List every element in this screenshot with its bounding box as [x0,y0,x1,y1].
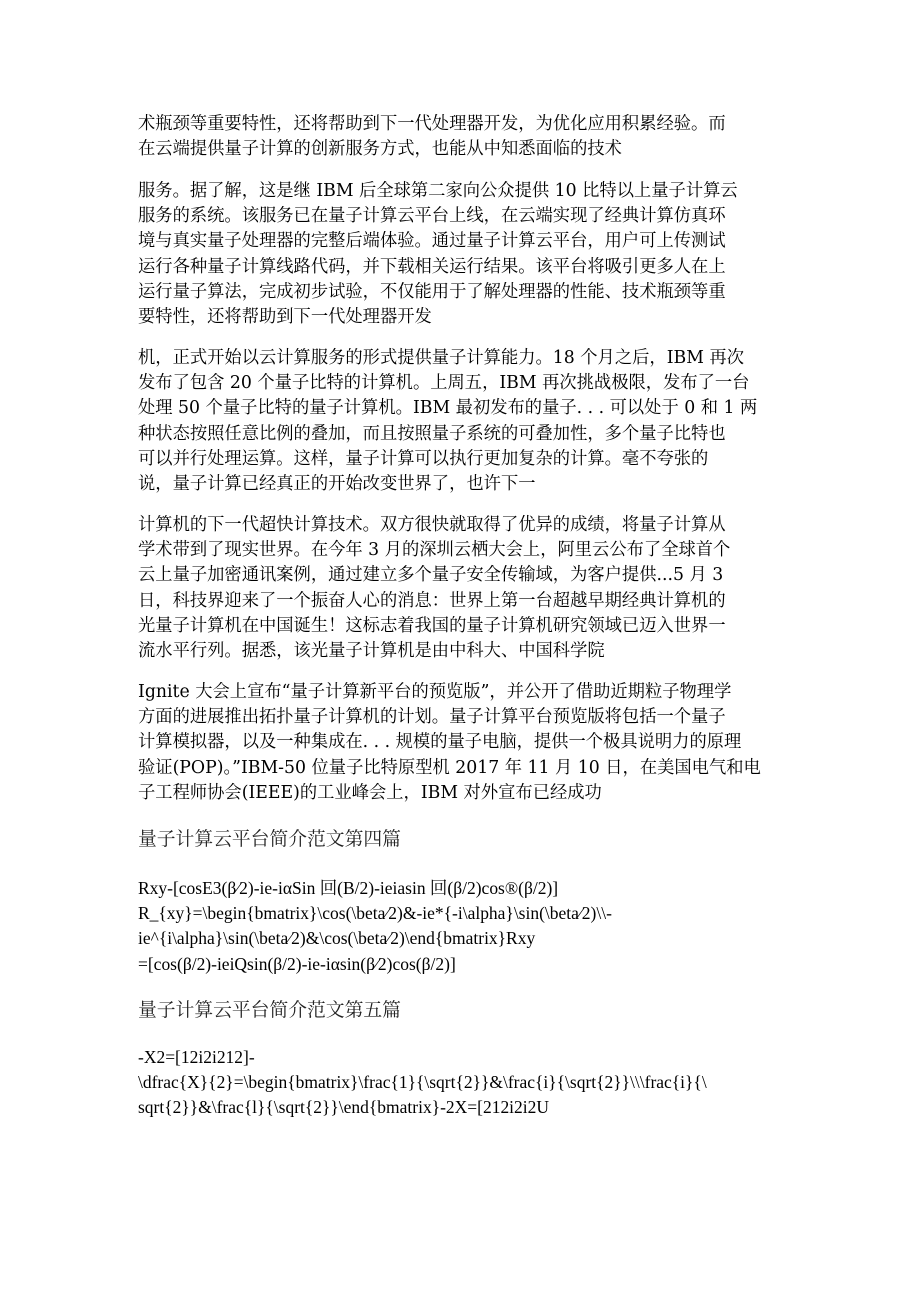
section-heading-5: 量子计算云平台简介范文第五篇 [138,1000,401,1021]
formula-line: \dfrac{X}{2}=\begin{bmatrix}\frac{1}{\sqrt{2}}&\frac{i}{\sqrt{2}}\\\frac{i}{\ [138,1072,707,1093]
paragraph-line: 运行量子算法，完成初步试验，不仅能用于了解处理器的性能、技术瓶颈等重 [138,281,726,302]
paragraph-line: 子工程师协会(IEEE)的工业峰会上，IBM 对外宣布已经成功 [138,782,602,803]
paragraph-line: 处理 50 个量子比特的量子计算机。IBM 最初发布的量子. . . 可以处于 0 和 1 两 [138,398,758,419]
formula-block-5 [138,1045,788,1121]
paragraph-line: 计算模拟器，以及一种集成在. . . 规模的量子电脑，提供一个极具说明力的原理 [138,732,742,753]
paragraph-line: 验证(POP)。”IBM-50 位量子比特原型机 2017 年 11 月 10 日，在美国电气和电 [138,757,761,778]
paragraph-4 [138,513,788,664]
formula-line: R_{xy}=\begin{bmatrix}\cos(\beta∕2)&-ie*{-i\alpha}\sin(\beta∕2)\\- [138,903,612,924]
paragraph-line: 要特性，还将帮助到下一代处理器开发 [138,306,432,327]
paragraph-line: 在云端提供量子计算的创新服务方式，也能从中知悉面临的技术 [138,139,622,160]
paragraph-line: 流水平行列。据悉，该光量子计算机是由中科大、中国科学院 [138,640,605,661]
paragraph-line: 术瓶颈等重要特性，还将帮助到下一代处理器开发，为优化应用积累经验。而 [138,114,726,134]
paragraph-5 [138,680,788,806]
paragraph-line: 云上量子加密通讯案例，通过建立多个量子安全传输域，为客户提供...5 月 3 [138,565,724,586]
paragraph-line: 日，科技界迎来了一个振奋人心的消息：世界上第一台超越早期经典计算机的 [138,590,726,611]
paragraph-line: 发布了包含 20 个量子比特的计算机。上周五，IBM 再次挑战极限，发布了一台 [138,373,750,394]
formula-line: Rxy-[cosE3(β∕2)-ie-iαSin 回(B/2)-ieiasin 回(β/2)cos®(β/2)] [138,878,559,898]
formula-line: ie^{i\alpha}\sin(\beta∕2)&\cos(\beta∕2)\end{bmatrix}Rxy [138,928,536,949]
paragraph-line: 运行各种量子计算线路代码，并下载相关运行结果。该平台将吸引更多人在上 [138,256,726,277]
formula-block-4 [138,876,788,977]
paragraph-line: 计算机的下一代超快计算技术。双方很快就取得了优异的成绩，将量子计算从 [138,515,726,535]
paragraph-line: 种状态按照任意比例的叠加，而且按照量子系统的可叠加性，多个量子比特也 [138,423,726,444]
paragraph-line: 可以并行处理运算。这样，量子计算可以执行更加复杂的计算。毫不夸张的 [138,448,709,469]
paragraph-3 [138,346,788,497]
paragraph-line: 境与真实量子处理器的完整后端体验。通过量子计算云平台，用户可上传测试 [138,231,726,252]
paragraph-1 [138,112,788,162]
paragraph-line: 说，量子计算已经真正的开始改变世界了，也许下一 [138,473,536,494]
formula-line: =[cos(β/2)-ieiQsin(β/2)-ie-iαsin(β∕2)cos(β/2)] [138,953,456,974]
paragraph-line: 服务。据了解，这是继 IBM 后全球第二家向公众提供 10 比特以上量子计算云 [138,181,738,201]
paragraph-line: 方面的进展推出拓扑量子计算机的计划。量子计算平台预览版将包括一个量子 [138,707,726,728]
section-heading-4: 量子计算云平台简介范文第四篇 [138,829,401,850]
paragraph-2 [138,179,788,330]
paragraph-line: 学术带到了现实世界。在今年 3 月的深圳云栖大会上，阿里云公布了全球首个 [138,540,731,561]
paragraph-line: 机，正式开始以云计算服务的形式提供量子计算能力。18 个月之后，IBM 再次 [138,348,744,368]
formula-line: -X2=[12i2i212]- [138,1047,255,1067]
paragraph-line: Ignite 大会上宣布“量子计算新平台的预览版”，并公开了借助近期粒子物理学 [138,682,732,702]
formula-line: sqrt{2}}&\frac{l}{\sqrt{2}}\end{bmatrix}-2X=[212i2i2U [138,1097,550,1118]
paragraph-line: 服务的系统。该服务已在量子计算云平台上线，在云端实现了经典计算仿真环 [138,206,726,227]
paragraph-line: 光量子计算机在中国诞生！这标志着我国的量子计算机研究领域已迈入世界一 [138,615,726,636]
